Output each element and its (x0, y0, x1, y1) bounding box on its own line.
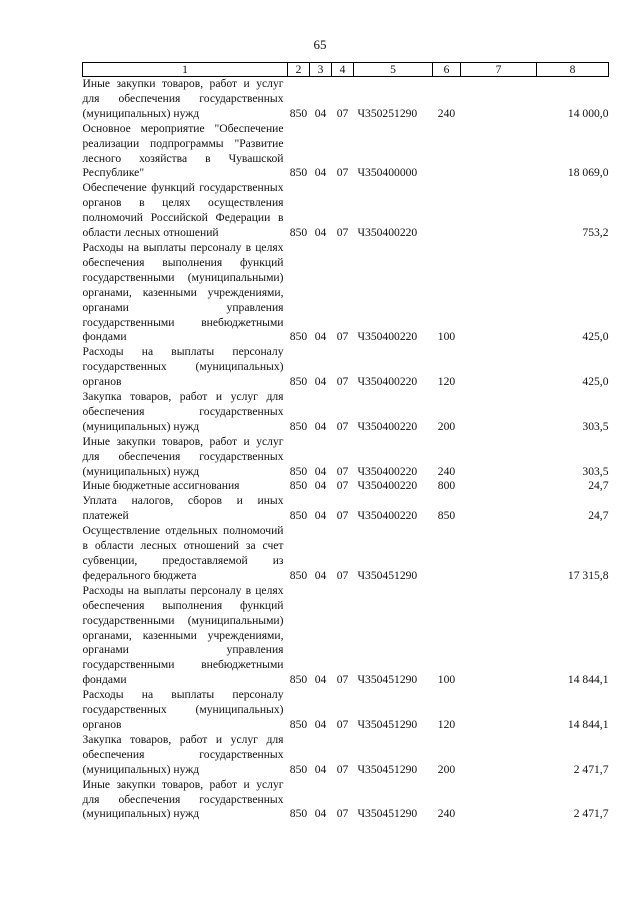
row-section-code: 04 (314, 106, 327, 120)
header-col-6: 6 (433, 63, 461, 77)
row-col-7 (461, 479, 537, 494)
row-subsection-code: 07 (336, 226, 349, 240)
row-col-7 (461, 435, 537, 480)
row-ministry-code: 850 (289, 568, 308, 582)
row-subsection-code: 07 (336, 807, 349, 821)
row-ministry-code: 850 (289, 717, 308, 731)
row-target-article: Ч350451290 (357, 568, 418, 582)
table-row (83, 77, 609, 122)
row-ministry-code: 850 (289, 166, 308, 180)
row-ministry-code: 850 (289, 330, 308, 344)
row-target-article: Ч350400220 (357, 479, 418, 493)
row-section-code: 04 (314, 166, 327, 180)
table-row (83, 778, 609, 823)
row-amount: 303,5 (582, 419, 609, 433)
row-col-7 (461, 390, 537, 435)
table-row (83, 241, 609, 345)
row-description: Уплата налогов, сборов и иных платежей (82, 494, 284, 523)
row-col-7 (461, 688, 537, 733)
row-amount: 425,0 (582, 375, 609, 389)
row-section-code: 04 (314, 479, 327, 493)
row-target-article: Ч350400220 (357, 464, 418, 478)
row-section-code: 04 (314, 464, 327, 478)
row-expense-type: 100 (437, 673, 456, 687)
row-ministry-code: 850 (289, 479, 308, 493)
row-section-code: 04 (314, 226, 327, 240)
header-col-7: 7 (461, 63, 537, 77)
row-expense-type: 100 (437, 330, 456, 344)
row-description: Иные закупки товаров, работ и услуг для обеспечения государственных (муниципальных) нужд (82, 777, 284, 821)
row-target-article: Ч350400220 (357, 419, 418, 433)
row-section-code: 04 (314, 509, 327, 523)
row-description: Расходы на выплаты персоналу в целях обеспечения выполнения функций государственными (муниципальными) органами, казенными учреждениями, органами управления государственными внебюджетными фондами (82, 583, 284, 687)
row-subsection-code: 07 (336, 375, 349, 389)
row-subsection-code: 07 (336, 479, 349, 493)
header-col-2: 2 (288, 63, 310, 77)
row-col-7 (461, 122, 537, 182)
row-col-7 (461, 494, 537, 524)
header-col-1: 1 (83, 63, 288, 77)
row-amount: 18 069,0 (567, 166, 609, 180)
row-target-article: Ч350400220 (357, 375, 418, 389)
row-description: Закупка товаров, работ и услуг для обеспечения государственных (муниципальных) нужд (82, 732, 284, 776)
row-expense-type: 120 (437, 717, 456, 731)
row-ministry-code: 850 (289, 673, 308, 687)
row-col-7 (461, 345, 537, 390)
row-subsection-code: 07 (336, 673, 349, 687)
row-col-7 (461, 241, 537, 345)
row-ministry-code: 850 (289, 106, 308, 120)
table-row (83, 733, 609, 778)
row-subsection-code: 07 (336, 106, 349, 120)
table-row (83, 181, 609, 241)
table-row (83, 524, 609, 584)
row-expense-type: 850 (437, 509, 456, 523)
header-col-8: 8 (537, 63, 609, 77)
row-expense-type (433, 181, 461, 241)
row-description: Основное мероприятие "Обеспечение реализации подпрограммы "Развитие лесного хозяйства в Чувашской Республике" (82, 121, 284, 180)
row-section-code: 04 (314, 807, 327, 821)
row-col-7 (461, 584, 537, 688)
row-description: Расходы на выплаты персоналу государственных (муниципальных) органов (82, 688, 284, 731)
row-subsection-code: 07 (336, 509, 349, 523)
row-description: Иные бюджетные ассигнования (82, 479, 240, 493)
row-ministry-code: 850 (289, 464, 308, 478)
table-row (83, 479, 609, 494)
row-target-article: Ч350451290 (357, 673, 418, 687)
row-section-code: 04 (314, 568, 327, 582)
row-description: Иные закупки товаров, работ и услуг для обеспечения государственных (муниципальных) нужд (82, 434, 284, 478)
row-section-code: 04 (314, 762, 327, 776)
row-section-code: 04 (314, 673, 327, 687)
row-expense-type (433, 122, 461, 182)
table-row (83, 494, 609, 524)
row-ministry-code: 850 (289, 762, 308, 776)
row-description: Иные закупки товаров, работ и услуг для обеспечения государственных (муниципальных) нужд (82, 77, 284, 120)
row-section-code: 04 (314, 419, 327, 433)
row-description: Обеспечение функций государственных органов в целях осуществления полномочий Российской Федерации в области лесных отношений (82, 181, 284, 240)
table-row (83, 584, 609, 688)
row-expense-type: 200 (437, 762, 456, 776)
budget-table (82, 62, 609, 822)
row-expense-type: 200 (437, 419, 456, 433)
row-amount: 24,7 (588, 479, 609, 493)
row-amount: 14 844,1 (567, 717, 609, 731)
row-subsection-code: 07 (336, 762, 349, 776)
row-subsection-code: 07 (336, 464, 349, 478)
row-section-code: 04 (314, 375, 327, 389)
row-amount: 2 471,7 (573, 762, 609, 776)
header-col-4: 4 (332, 63, 354, 77)
table-row (83, 390, 609, 435)
table-row (83, 345, 609, 390)
row-section-code: 04 (314, 717, 327, 731)
page-number: 65 (313, 37, 327, 52)
row-subsection-code: 07 (336, 419, 349, 433)
row-expense-type: 240 (437, 807, 456, 821)
row-target-article: Ч350400220 (357, 226, 418, 240)
header-row (83, 63, 609, 77)
header-col-3: 3 (310, 63, 332, 77)
row-amount: 425,0 (582, 330, 609, 344)
row-expense-type: 800 (437, 479, 456, 493)
row-target-article: Ч350451290 (357, 762, 418, 776)
row-ministry-code: 850 (289, 419, 308, 433)
row-col-7 (461, 77, 537, 122)
row-expense-type (433, 524, 461, 584)
row-col-7 (461, 733, 537, 778)
row-target-article: Ч350251290 (357, 106, 418, 120)
row-subsection-code: 07 (336, 568, 349, 582)
row-target-article: Ч350400220 (357, 509, 418, 523)
row-ministry-code: 850 (289, 375, 308, 389)
row-description: Осуществление отдельных полномочий в области лесных отношений за счет субвенции, предоставляемой из федерального бюджета (82, 524, 284, 582)
row-amount: 14 000,0 (567, 106, 609, 120)
row-amount: 24,7 (588, 509, 609, 523)
row-description: Расходы на выплаты персоналу в целях обеспечения выполнения функций государственными (муниципальными) органами, казенными учреждениями, органами управления государственными внебюджетными фондами (82, 240, 284, 344)
row-amount: 303,5 (582, 464, 609, 478)
row-col-7 (461, 778, 537, 823)
row-target-article: Ч350400000 (357, 166, 418, 180)
row-target-article: Ч350451290 (357, 717, 418, 731)
row-expense-type: 240 (437, 106, 456, 120)
row-ministry-code: 850 (289, 807, 308, 821)
row-ministry-code: 850 (289, 226, 308, 240)
row-amount: 14 844,1 (567, 673, 609, 687)
row-amount: 2 471,7 (573, 807, 609, 821)
row-target-article: Ч350400220 (357, 330, 418, 344)
table-row (83, 688, 609, 733)
row-amount: 17 315,8 (567, 568, 609, 582)
row-expense-type: 240 (437, 464, 456, 478)
row-ministry-code: 850 (289, 509, 308, 523)
row-amount: 753,2 (582, 226, 609, 240)
row-col-7 (461, 181, 537, 241)
row-expense-type: 120 (437, 375, 456, 389)
row-description: Расходы на выплаты персоналу государственных (муниципальных) органов (82, 345, 284, 389)
row-section-code: 04 (314, 330, 327, 344)
row-subsection-code: 07 (336, 717, 349, 731)
row-description: Закупка товаров, работ и услуг для обеспечения государственных (муниципальных) нужд (82, 390, 284, 433)
table-row (83, 122, 609, 182)
table-row (83, 435, 609, 480)
table-body (83, 77, 609, 823)
header-col-5: 5 (354, 63, 433, 77)
row-col-7 (461, 524, 537, 584)
row-subsection-code: 07 (336, 330, 349, 344)
row-target-article: Ч350451290 (357, 807, 418, 821)
row-subsection-code: 07 (336, 166, 349, 180)
